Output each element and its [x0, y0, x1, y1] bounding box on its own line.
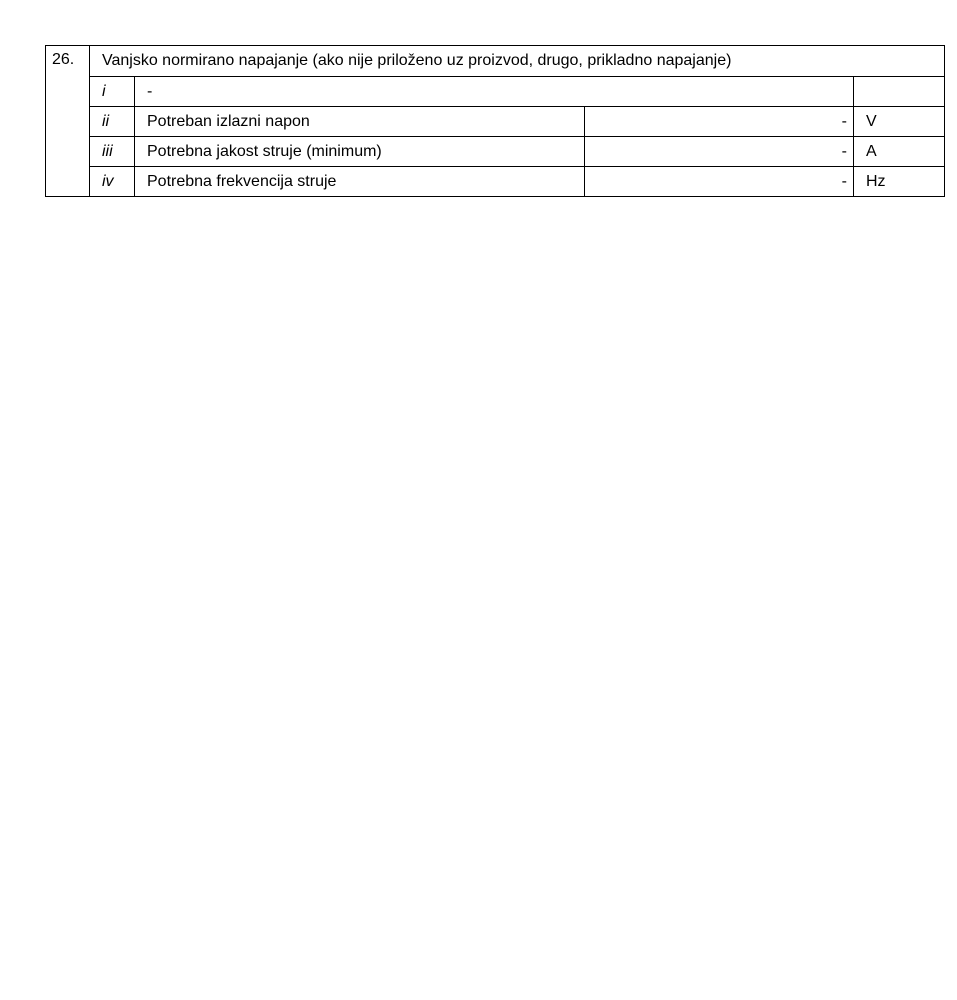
power-supply-spec-table — [45, 45, 945, 197]
section-number: 26. — [46, 46, 90, 197]
row-unit — [854, 77, 945, 107]
row-index: i — [90, 77, 135, 107]
row-value: - — [585, 167, 854, 197]
row-value: - — [585, 137, 854, 167]
section-header-row — [46, 46, 945, 77]
row-index: ii — [90, 107, 135, 137]
table-row — [46, 167, 945, 197]
row-index: iv — [90, 167, 135, 197]
row-description: Potrebna frekvencija struje — [135, 167, 585, 197]
row-description: Potreban izlazni napon — [135, 107, 585, 137]
row-description: Potrebna jakost struje (minimum) — [135, 137, 585, 167]
section-title: Vanjsko normirano napajanje (ako nije priloženo uz proizvod, drugo, prikladno napajanje) — [90, 46, 945, 77]
row-unit: A — [854, 137, 945, 167]
row-value: - — [585, 107, 854, 137]
row-unit: V — [854, 107, 945, 137]
row-description: - — [135, 77, 854, 107]
table-row — [46, 137, 945, 167]
row-unit: Hz — [854, 167, 945, 197]
table-row — [46, 77, 945, 107]
row-index: iii — [90, 137, 135, 167]
table-row — [46, 107, 945, 137]
